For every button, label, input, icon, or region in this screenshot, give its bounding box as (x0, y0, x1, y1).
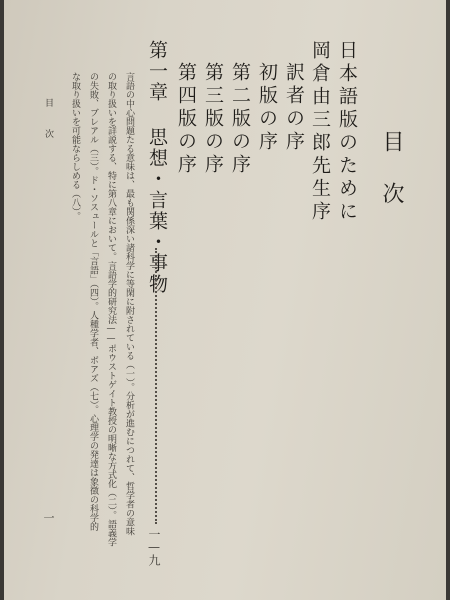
toc-title: 目次 (379, 130, 404, 234)
toc-entry-first-edition-preface: 初版の序 (256, 62, 278, 154)
summary-line-4: な取り扱いを可能ならしめる（八）。 (70, 72, 80, 221)
chapter-heading: 第一章 思想・言葉・事物 (146, 40, 168, 295)
chapter-page-range: 一—九 (147, 528, 161, 566)
toc-entry-second-edition-preface: 第二版の序 (229, 62, 251, 177)
summary-line-1: 言語の中心問題たる意味は、最も関係深い諸科学に等閑に附されている（一）。分析が進むにつれて、哲学者の意味 (124, 72, 134, 536)
toc-entry-translator-preface: 訳者の序 (283, 62, 305, 154)
toc-entry-third-edition-preface: 第三版の序 (202, 62, 224, 177)
summary-line-3: の失敗、ブレアル（三）。ド・ソスュールと「言語」（四）。人種学者、ボアズ（七）。心理学の発達は象徴の科学的 (88, 72, 98, 531)
toc-entry-japanese-edition: 日本語版のために (336, 40, 358, 224)
toc-entry-okakura-preface: 岡倉由三郎先生序 (309, 40, 331, 224)
leader-dots (155, 248, 157, 524)
page-folio: 一 (42, 512, 55, 523)
book-page (4, 0, 446, 600)
summary-line-2: の取り扱いを詳説する、特に第八章において。言語学的研究法——ポウストゲイト教授の明晰な方式化（二）。語義学 (106, 72, 116, 547)
toc-entry-fourth-edition-preface: 第四版の序 (175, 62, 197, 177)
running-title: 目次 (43, 98, 53, 160)
